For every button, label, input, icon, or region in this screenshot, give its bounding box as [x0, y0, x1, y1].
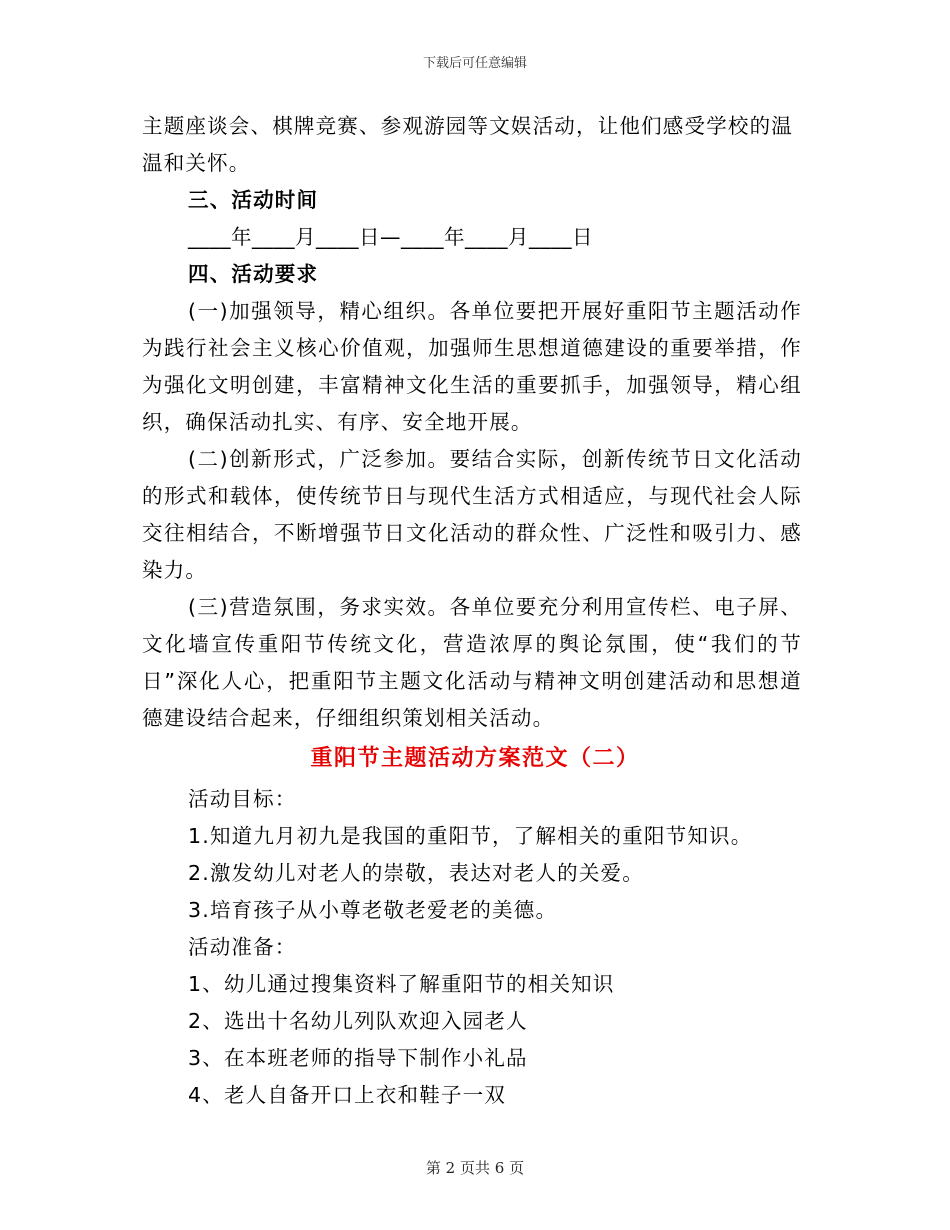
- activity-date-line: ____年____月____日—____年____月____日: [188, 225, 593, 249]
- prep-item: 4、老人自备开口上衣和鞋子一双: [188, 1083, 507, 1107]
- prep-item: 2、选出十名幼儿列队欢迎入园老人: [188, 1009, 528, 1033]
- requirement-1: (一)加强领导，精心组织。各单位要把开展好重阳节主题活动作为践行社会主义核心价值观，加强师生思想道德建设的重要举措，作为强化文明创建，丰富精神文化生活的重要抓手，加强领导，精心组织，确保活动扎实、有序、安全地开展。: [142, 299, 802, 434]
- prep-item: 1、幼儿通过搜集资料了解重阳节的相关知识: [188, 972, 615, 996]
- goal-item: 1.知道九月初九是我国的重阳节，了解相关的重阳节知识。: [188, 824, 753, 848]
- goal-label: 活动目标：: [188, 787, 297, 811]
- section-two-body: [188, 781, 808, 1114]
- prep-label: 活动准备：: [188, 935, 297, 959]
- section-one-body: [142, 108, 802, 737]
- continued-line-1: 主题座谈会、棋牌竞赛、参观游园等文娱活动，让他们感受学校的温: [142, 114, 793, 138]
- continued-line-2: 温和关怀。: [142, 151, 251, 175]
- page-footer: 第 2 页共 6 页: [425, 1159, 525, 1177]
- page-header: 下载后可任意编辑: [422, 56, 527, 71]
- goal-item: 2.激发幼儿对老人的崇敬，表达对老人的关爱。: [188, 861, 644, 885]
- heading-activity-time: 三、活动时间: [188, 188, 319, 212]
- goal-item: 3.培育孩子从小尊老敬老爱老的美德。: [188, 898, 558, 922]
- requirement-3: (三)营造氛围，务求实效。各单位要充分利用宣传栏、电子屏、文化墙宣传重阳节传统文化，营造浓厚的舆论氛围，使“我们的节日”深化人心，把重阳节主题文化活动与精神文明创建活动和思想道德建设结合起来，仔细组织策划相关活动。: [142, 595, 802, 730]
- requirement-2: (二)创新形式，广泛参加。要结合实际，创新传统节日文化活动的形式和载体，使传统节日与现代生活方式相适应，与现代社会人际交往相结合，不断增强节日文化活动的群众性、广泛性和吸引力、感染力。: [142, 447, 802, 582]
- heading-activity-requirements: 四、活动要求: [188, 262, 319, 286]
- prep-item: 3、在本班老师的指导下制作小礼品: [188, 1046, 528, 1070]
- section-two-title: 重阳节主题活动方案范文（二）: [310, 746, 640, 771]
